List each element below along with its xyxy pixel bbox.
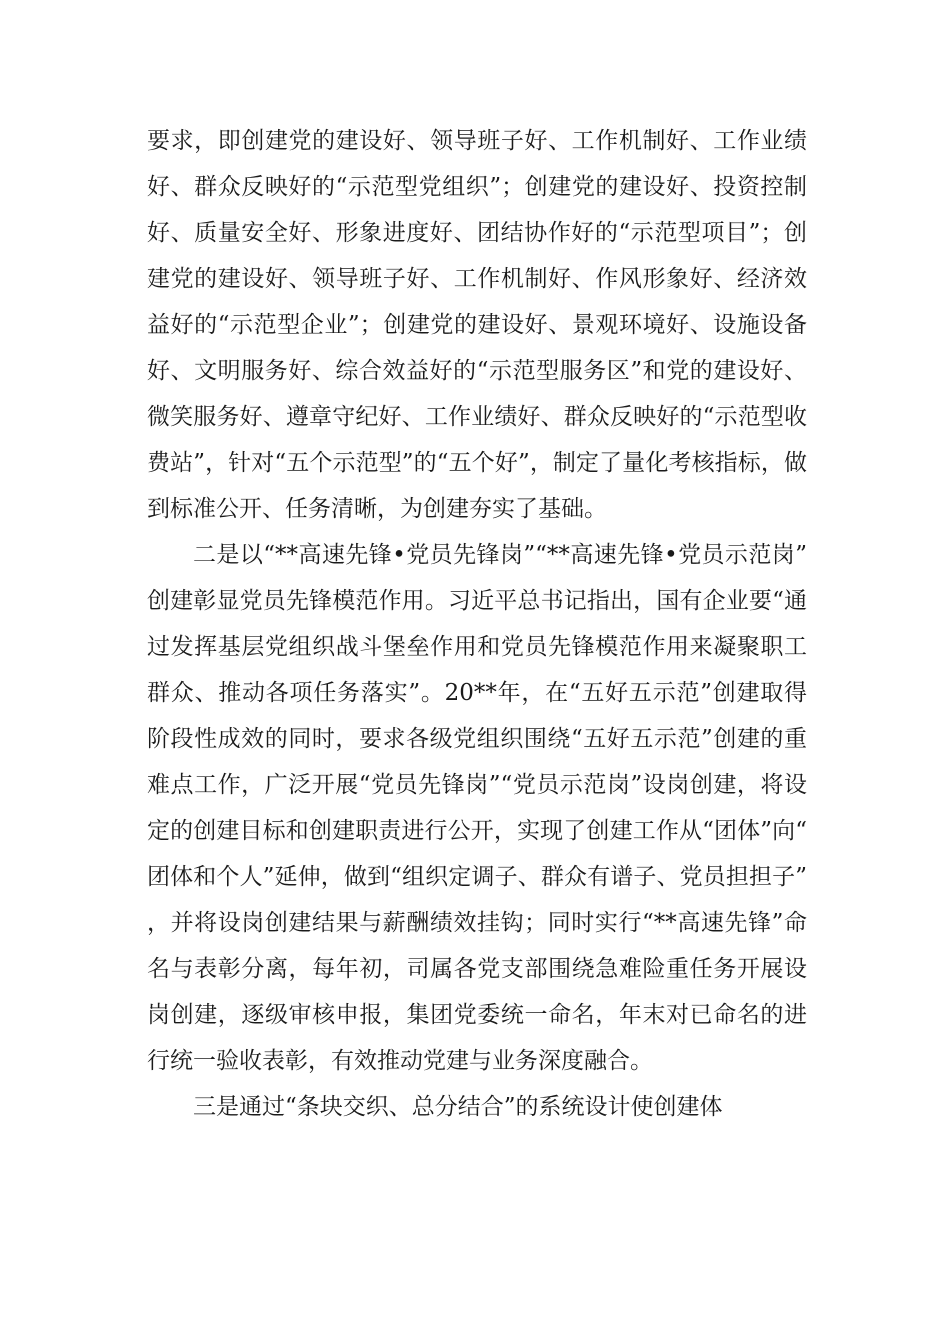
paragraph-third-point: 三是通过“条块交织、总分结合”的系统设计使创建体 <box>193 1094 723 1120</box>
document-body <box>147 118 807 1130</box>
paragraph-second-point: 二是以“**高速先锋•党员先锋岗”“**高速先锋•党员示范岗”创建彰显党员先锋模范作用。习近平总书记指出，国有企业要“通过发挥基层党组织战斗堡垒作用和党员先锋模范作用来凝聚职工群众、推动各项任务落实”。20**年，在“五好五示范”创建取得阶段性成效的同时，要求各级党组织围绕“五好五示范”创建的重难点工作，广泛开展“党员先锋岗”“党员示范岗”设岗创建，将设定的创建目标和创建职责进行公开，实现了创建工作从“团体”向“团体和个人”延伸，做到“组织定调子、群众有谱子、党员担担子”，并将设岗创建结果与薪酬绩效挂钩；同时实行“**高速先锋”命名与表彰分离，每年初，司属各党支部围绕急难险重任务开展设岗创建，逐级审核申报，集团党委统一命名，年末对已命名的进行统一验收表彰，有效推动党建与业务深度融合。 <box>147 542 807 1074</box>
paragraph-continued: 要求，即创建党的建设好、领导班子好、工作机制好、工作业绩好、群众反映好的“示范型党组织”；创建党的建设好、投资控制好、质量安全好、形象进度好、团结协作好的“示范型项目”；创建党的建设好、领导班子好、工作机制好、作风形象好、经济效益好的“示范型企业”；创建党的建设好、景观环境好、设施设备好、文明服务好、综合效益好的“示范型服务区”和党的建设好、微笑服务好、遵章守纪好、工作业绩好、群众反映好的“示范型收费站”，针对“五个示范型”的“五个好”，制定了量化考核指标，做到标准公开、任务清晰，为创建夯实了基础。 <box>147 128 807 522</box>
